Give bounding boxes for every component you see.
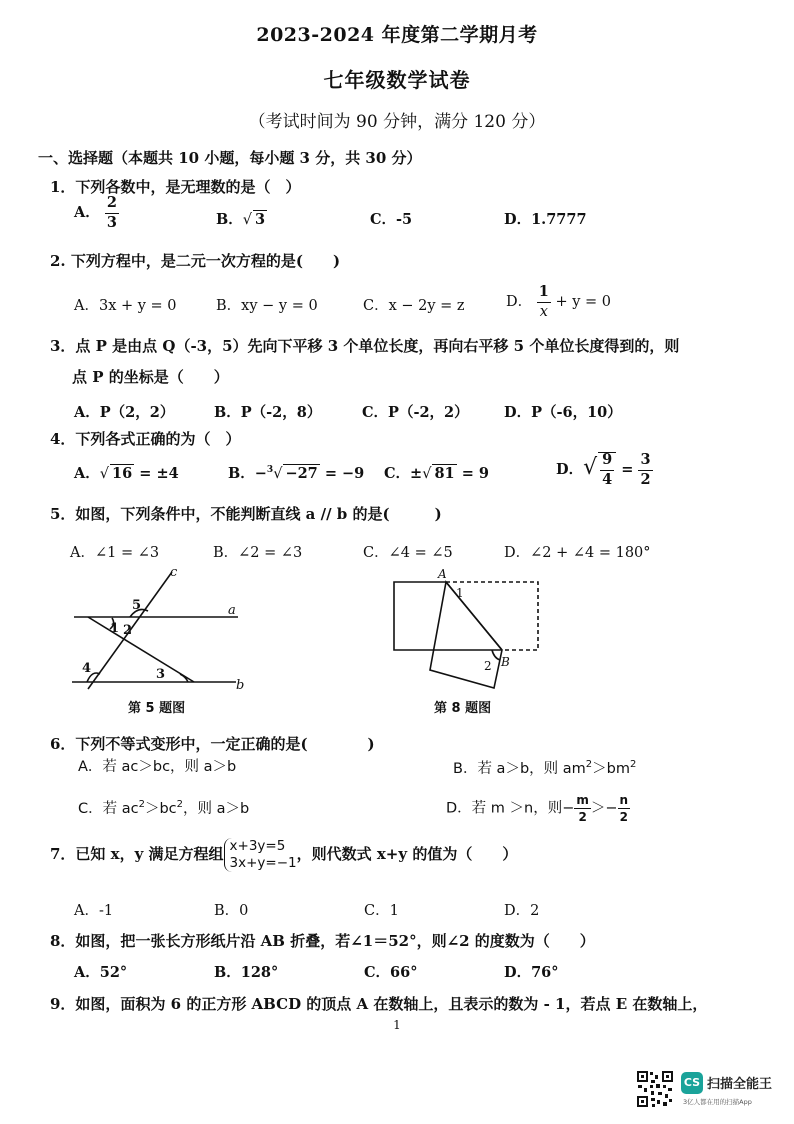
q7-option-b: B．0 [214,903,249,919]
q8-option-a: A．52° [74,964,128,981]
q3-option-c: C．P（-2，2） [362,404,469,421]
q1-b-label: B． [216,211,243,228]
angle-1-label: 1 [456,586,464,600]
q5-stem: 5．如图，下列条件中，不能判断直线 a // b 的是( ) [50,505,442,523]
q4-b-pre: − [254,465,267,482]
q6-b-sup1: 2 [585,759,593,771]
q6-c-sup2: 2 [176,799,184,811]
angle-1-label: 1 [110,621,120,636]
radical-icon: √ [422,466,432,482]
q4-option-b [228,462,364,483]
radical-icon: √ [273,466,283,482]
q6-d-num1: m [576,793,589,807]
q2-option-d [506,285,611,319]
section-heading: 一、选择题（本题共 10 小题，每小题 3 分，共 30 分） [38,149,422,167]
q4-d-inner-fraction [600,453,614,487]
q4-b-radicand: −27 [285,465,318,482]
qr-code-icon [636,1070,674,1108]
angle-arc-2 [492,650,500,660]
q1-a-den: 3 [106,213,117,231]
q9-stem: 9．如图，面积为 6 的正方形 ABCD 的顶点 A 在数轴上，且表示的数为 - 1，若点 E 在数轴上， [50,995,708,1013]
q5-option-a: A．∠1 = ∠3 [70,545,160,561]
q7-option-d: D．2 [504,903,540,919]
q5-option-c: C．∠4 = ∠5 [363,545,453,561]
q6-c-pre: C．若 ac [78,801,139,817]
q3-stem-line1: 3．点 P 是由点 Q（-3，5）先向下平移 3 个单位长度，再向右平移 5 个单位长度得到的，则 [50,337,680,355]
q4-a-radicand: 16 [112,465,133,482]
q7-option-c: C．1 [364,903,399,919]
label-c: c [170,565,178,580]
figure-8-caption: 第 8 题图 [434,701,492,716]
q6-option-d [446,794,630,823]
q2-d-num: 1 [537,285,551,303]
q6-option-a: A．若 ac＞bc，则 a＞b [78,759,237,775]
q6-c-rest: ，则 a＞b [183,801,250,817]
label-B: B [501,655,510,669]
q2-stem: 2. 下列方程中，是二元一次方程的是( ) [50,252,341,270]
q4-d-label: D． [556,461,584,478]
q1-option-d: D．1.7777 [504,211,587,228]
q4-d-equals: = [621,461,634,478]
q6-d-fraction-m [574,794,591,823]
q6-b-mid: ＞bm [592,761,630,777]
q4-b-label: B． [228,465,255,482]
angle-2-label: 2 [484,659,492,673]
label-a: a [228,603,236,618]
transversal [88,617,194,682]
exam-subtitle: 七年级数学试卷 [323,68,471,92]
q6-option-c [78,797,249,818]
q4-a-rest: = ±4 [139,465,179,482]
q6-b-pre: B．若 a＞b，则 am [453,761,586,777]
rectangle-solid-edges [394,582,502,650]
label-b: b [236,678,245,693]
q6-b-sup2: 2 [629,759,637,771]
q4-c-label: C． [384,465,411,482]
q1-option-b [216,208,267,229]
q7-eq2: 3x+y=−1 [229,854,297,871]
q2-d-label: D． [506,294,533,310]
q2-d-fraction [537,285,551,319]
q3-option-b: B．P（-2，8） [214,404,322,421]
q3-option-d: D．P（-6，10） [504,404,622,421]
q7-eq1: x+3y=5 [229,838,286,854]
q2-option-c: C．x − 2y = z [363,298,465,314]
q1-option-c: C．-5 [370,211,413,228]
q2-option-a: A．3x + y = 0 [74,298,177,314]
q4-c-pre: ± [410,465,423,482]
q4-a-label: A． [74,465,100,482]
q6-d-mid: ＞− [590,800,618,817]
camscanner-name: 扫描全能王 [707,1077,773,1092]
q8-stem: 8．如图，把一张长方形纸片沿 AB 折叠，若∠1＝52°，则∠2 的度数为（ ） [50,932,595,950]
q1-stem: 1．下列各数中，是无理数的是（ ） [50,178,301,196]
figure-8 [390,566,550,696]
q7-stem-pre: 7．已知 x，y 满足方程组 [50,844,224,863]
q1-a-fraction [105,196,119,230]
q8-option-c: C．66° [364,964,418,981]
q6-c-sup1: 2 [138,799,145,811]
q6-d-den2: 2 [619,810,628,824]
page-number: 1 [393,1018,401,1032]
figure-5 [60,562,260,698]
q4-d-radicand [598,452,616,487]
q8-option-b: B．128° [214,964,279,981]
q3-option-a: A．P（2，2） [74,404,175,421]
q1-a-label: A． [74,204,100,221]
q4-c-rest: = 9 [461,465,489,482]
q4-b-index: 3 [266,465,274,476]
exam-note: （考试时间为 90 分钟，满分 120 分） [248,112,546,132]
q6-c-mid: ＞bc [144,801,177,817]
radical-icon: √ [242,212,253,228]
q2-option-b: B．xy − y = 0 [216,298,318,314]
q5-option-b: B．∠2 = ∠3 [213,545,303,561]
angle-3-label: 3 [156,667,166,682]
angle-5-label: 5 [132,598,142,613]
q4-d-result-fraction [638,453,652,487]
q7-stem-post: ，则代数式 x+y 的值为（ ） [296,844,518,863]
exam-title: 2023-2024 年度第二学期月考 [256,24,538,46]
q4-stem: 4．下列各式正确的为（ ） [50,430,241,448]
camscanner-tagline: 3亿人都在用的扫描App [683,1098,752,1106]
radical-icon: √ [99,466,110,482]
q4-d-rnum: 3 [638,453,652,471]
q1-b-radicand: 3 [255,211,266,228]
q4-d-rden: 2 [640,470,651,488]
q4-c-radicand: 81 [434,465,455,482]
radical-icon: √ [583,455,598,480]
q4-d-den: 4 [602,470,613,488]
q6-d-den1: 2 [578,810,587,824]
q4-d-num: 9 [600,453,614,471]
angle-2-label: 2 [123,623,133,638]
q7-option-a: A．-1 [74,903,114,919]
q5-option-d: D．∠2 + ∠4 = 180° [504,545,651,561]
q6-d-fraction-n [618,794,631,823]
q6-option-b [453,757,636,778]
q6-stem: 6．下列不等式变形中，一定正确的是( ) [50,735,375,753]
q6-d-num2: n [619,793,629,807]
q4-option-d [556,452,653,487]
q6-d-pre: D．若 m ＞n，则− [446,800,575,817]
q7-stem [50,838,517,872]
q4-b-rest: = −9 [324,465,365,482]
q1-a-num: 2 [105,196,119,214]
q2-d-den: x [539,303,548,320]
figure-5-caption: 第 5 题图 [128,701,186,716]
q2-d-rest: + y = 0 [555,294,611,310]
camscanner-logo: CS [681,1072,703,1094]
q8-option-d: D．76° [504,964,559,981]
angle-4-label: 4 [82,661,92,676]
q7-equation-system [224,838,297,872]
q3-stem-line2: 点 P 的坐标是（ ） [72,368,229,386]
q1-option-a [74,196,119,230]
q4-option-a [74,462,179,483]
label-A: A [438,567,447,581]
q4-option-c [384,462,489,483]
